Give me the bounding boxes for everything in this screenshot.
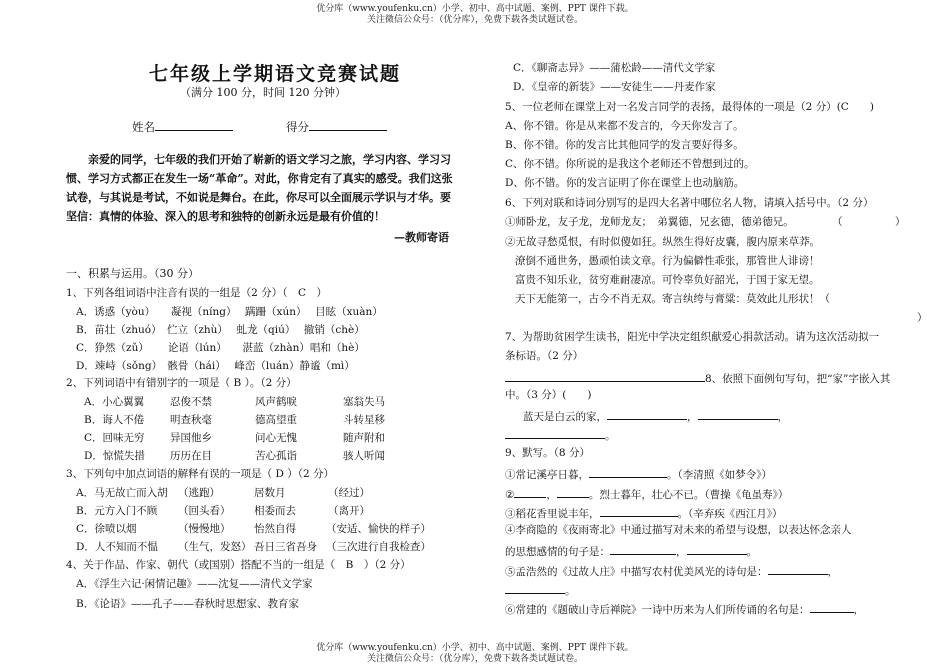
q9-1-source: 。（李清照《如梦令》） [667, 469, 772, 481]
q4-option-b: B．《论语》——孔子——春秋时思想家、教育家 [76, 598, 299, 610]
q3-c-sentence: C．徐喷以烟 [76, 523, 137, 535]
q1-option-d: D．竦峙（sǒng） 骸骨（hái） 峰峦（luán）静谧（mì） [76, 360, 355, 372]
q4-option-c: C．《聊斋志异》——蒲松龄——清代文学家 [513, 62, 716, 74]
q9-3-blank[interactable] [600, 504, 678, 517]
score-label: 得分 [286, 120, 309, 134]
q3-d-gloss-2: （三次进行自我检查） [326, 541, 431, 553]
q3-a-word: 居数月 [254, 487, 286, 499]
footer-line-2: 关注微信公众号：（优分库），免费下载各类试题试卷。 [366, 654, 583, 664]
q9-6-prompt: ⑥常建的《题破山寺后禅院》一诗中历来为人们所传诵的名句是： [505, 604, 810, 616]
q6-poem-line-1: ②无故寻愁觅恨，有时似傻如狂。纵然生得好皮囊，腹内原来草莽。 [505, 236, 820, 248]
q6-couplet-answer[interactable]: （ ） [832, 216, 906, 228]
q3-b-word: 相委而去 [254, 505, 296, 517]
q1-option-c: C．狰然（zǔ） 论语（lún） 湛蓝（zhàn）唱和（hè） [76, 342, 365, 354]
q9-stem: 9、默写。（8 分） [505, 447, 590, 459]
q2-stem: 2、下列词语中有错别字的一项是（ B ）。（2 分） [66, 377, 297, 389]
q9-1-prompt: ①常记溪亭日暮， [505, 469, 589, 481]
q2-c-1: C．回味无穷 [84, 432, 145, 444]
q2-b-1: B．诲人不倦 [84, 414, 145, 426]
q6-poem-line-4: 天下无能第一，古今不肖无双。寄言纨绔与膏粱：莫效此儿形状！（ [515, 293, 830, 305]
q8-answer-line-2[interactable] [505, 426, 616, 443]
q9-5-period: 。 [565, 585, 576, 597]
q8-comma-2: ， [777, 411, 788, 423]
q8-period: 。 [605, 430, 616, 442]
q8-stem-2: 中。（3 分）( ) [505, 389, 592, 401]
name-label: 姓名 [132, 120, 155, 134]
q9-3-source: 。（辛弃疾《西江月》） [677, 508, 783, 520]
q9-4-period: 。 [746, 546, 757, 558]
q9-4-prompt: 的思想感情的句子是： [505, 546, 610, 558]
q8-stem: 8、依照下面例句写句，把“家”字嵌入其 [705, 373, 891, 385]
page-footer [0, 643, 950, 665]
q2-a-4: 塞翁失马 [343, 396, 385, 408]
q6-couplet: ①师卧龙，友子龙，龙师龙友； 弟翼德，兄玄德，德弟德兄。 [505, 216, 794, 228]
score-blank[interactable] [309, 118, 387, 131]
q4-option-d: D．《皇帝的新装》——安徒生——丹麦作家 [513, 81, 716, 93]
q8-comma: ， [687, 411, 698, 423]
q5-option-c: C、你不错。你所说的是我这个老师还不曾想到过的。 [505, 158, 755, 170]
q3-d-gloss: （生气，发怒） [178, 541, 252, 553]
q2-a-2: 忍俊不禁 [170, 396, 212, 408]
q3-a-gloss: （逃跑） [178, 487, 220, 499]
section-1-heading: 一、积累与运用。（30 分） [66, 267, 199, 280]
q2-a-1: A．小心翼翼 [84, 396, 145, 408]
q9-5-prompt: ⑤孟浩然的《过故人庄》中描写农村优美风光的诗句是： [505, 566, 768, 578]
q3-c-word: 怡然自得 [254, 523, 296, 535]
q1-option-a: A．诱惑（yòu） 凝视（níng） 蹒跚（xún） 目眩（xuàn） [76, 306, 383, 318]
q9-4-blank-2[interactable] [687, 542, 747, 555]
q5-option-d: D、你不错。你的发言证明了你在课堂上也动脑筋。 [505, 177, 745, 189]
q9-item-1[interactable] [505, 465, 772, 482]
q3-c-gloss: （慢慢地） [178, 523, 231, 535]
exam-title: 七年级上学期语文竞赛试题 [149, 63, 402, 85]
q2-d-1: D．惊慌失措 [84, 450, 145, 462]
q2-b-3: 德高望重 [255, 414, 297, 426]
q3-d-sentence: D．人不知而不愠 [76, 541, 158, 553]
q6-poem-answer-close: ） [917, 312, 928, 324]
q2-a-3: 风声鹤唳 [255, 396, 297, 408]
q9-6-comma: ， [853, 604, 864, 616]
name-blank[interactable] [155, 118, 233, 131]
q8-blank-2[interactable] [698, 407, 778, 420]
q6-stem: 6、下列对联和诗词分别写的是四大名著中哪位名人物，请填入括号中。（2 分） [505, 197, 874, 209]
q5-option-b: B、你不错。你的发言比其他同学的发言要好得多。 [505, 139, 744, 151]
q9-item-4-answer[interactable] [505, 542, 757, 559]
q3-a-gloss-2: （经过） [328, 487, 370, 499]
q3-c-gloss-2: （安适、愉快的样子） [326, 523, 431, 535]
q2-c-3: 问心无愧 [255, 432, 297, 444]
header-line-2: 关注微信公众号：（优分库），免费下载各类试题试卷。 [366, 15, 583, 25]
q2-d-2: 历历在目 [170, 450, 212, 462]
q9-item-2[interactable] [505, 485, 788, 502]
q8-example-line[interactable] [523, 407, 788, 424]
teacher-intro: 亲爱的同学，七年级的我们开始了崭新的语文学习之旅，学习内容、学习习惯、学习方式都正在发生一场“革命”。对此，你肯定有了真实的感受。我们这张试卷，与其说是考试，不如说是舞台。在此，你尽可以全面展示学识与才华。要坚信：真情的体验、深入的思考和独特的创新永远是最有价值的！ [66, 153, 453, 223]
q7-blank[interactable] [505, 369, 705, 382]
q9-5-blank-1[interactable] [768, 562, 828, 575]
q9-1-blank[interactable] [589, 465, 667, 478]
q9-item-5-answer[interactable] [505, 581, 576, 598]
page-header [0, 4, 950, 26]
q8-blank-3[interactable] [505, 426, 605, 439]
q9-4-blank-1[interactable] [610, 542, 676, 555]
q1-stem: 1、下列各组词语中注音有误的一组是（2 分）（ C ） [66, 287, 327, 299]
q3-d-word: 吾日三省吾身 [254, 541, 317, 553]
score-field[interactable] [286, 118, 387, 134]
q9-item-6[interactable] [505, 600, 864, 617]
q4-stem: 4、关于作品、作家、朝代（或国别）搭配不当的一组是（ B ）（2 分） [66, 559, 411, 571]
header-line-1: 优分库（www.youfenku.cn）小学、初中、高中试题、案例、PPT 课件下载。 [316, 4, 634, 14]
q3-b-gloss: （回头看） [178, 505, 231, 517]
teacher-sign: —教师寄语 [394, 231, 449, 244]
q7-stem: 7、为帮助贫困学生读书，阳光中学决定组织献爱心捐款活动。请为这次活动拟一 [505, 331, 880, 343]
q9-item-4: ④李商隐的《夜雨寄北》中通过描写对未来的希望与设想，以表达怀念亲人 [505, 524, 852, 536]
q2-b-2: 明查秋毫 [170, 414, 212, 426]
q7-stem-2: 条标语。（2 分） [505, 350, 584, 362]
q4-option-a: A．《浮生六记·闲情记趣》——沈复——清代文学家 [76, 578, 313, 590]
q9-5-comma: ， [827, 566, 838, 578]
q1-option-b: B．苗壮（zhuó） 伫立（zhù） 虬龙（qiú） 撤销（chè） [76, 324, 365, 336]
q2-c-4: 随声附和 [343, 432, 385, 444]
q2-d-4: 骇人听闻 [343, 450, 385, 462]
name-field[interactable] [132, 118, 233, 134]
q6-poem-line-3: 富贵不知乐业，贫穷难耐凄凉。可怜辜负好韶光，于国于家无望。 [515, 274, 820, 286]
q9-5-blank-2[interactable] [505, 581, 565, 594]
q9-item-5[interactable] [505, 562, 838, 579]
q9-item-3[interactable] [505, 504, 783, 521]
q2-c-2: 异国他乡 [170, 432, 212, 444]
q5-stem: 5、一位老师在课堂上对一名发言同学的表扬，最得体的一项是（2 分）(C ) [505, 101, 874, 113]
q9-2-blank-1[interactable] [514, 485, 546, 498]
q9-2-prompt: ② [505, 489, 515, 501]
q8-blank-1[interactable] [607, 407, 687, 420]
footer-line-1: 优分库（www.youfenku.cn）小学、初中、高中试题、案例、PPT 课件下载。 [316, 643, 634, 653]
q8-example: 蓝天是白云的家， [523, 411, 607, 423]
q3-b-sentence: B．元方入门不顾 [76, 505, 158, 517]
q2-d-3: 苦心孤诣 [255, 450, 297, 462]
q7-answer-line[interactable] [505, 369, 890, 386]
q9-2-blank-2[interactable] [557, 485, 589, 498]
q9-2-comma: ， [546, 489, 557, 501]
q9-4-comma: ， [676, 546, 687, 558]
q9-3-prompt: ③稻花香里说丰年， [505, 508, 600, 520]
q6-poem-line-2: 潦倒不通世务，愚顽怕读文章。行为偏僻性乖张，那管世人诽谤！ [515, 255, 820, 267]
q9-6-blank-1[interactable] [810, 600, 854, 613]
q3-a-sentence: A．马无故亡而入胡 [76, 487, 168, 499]
q3-b-gloss-2: （离开） [328, 505, 370, 517]
q2-b-4: 斗转星移 [343, 414, 385, 426]
q9-2-source: 。烈士暮年，壮心不已。（曹操《龟虽寿》） [588, 489, 789, 501]
q3-stem: 3、下列句中加点词语的解释有误的一项是（ D ）（2 分） [66, 468, 335, 480]
exam-subtitle: （满分 100 分，时间 120 分钟） [180, 86, 346, 99]
q5-option-a: A、你不错。你是从来都不发言的，今天你发言了。 [505, 120, 744, 132]
